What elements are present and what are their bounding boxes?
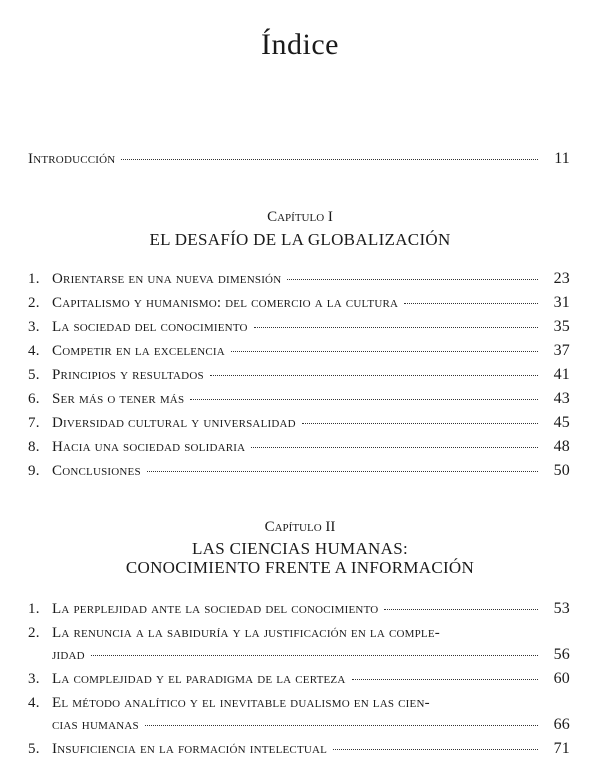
toc-entry[interactable]	[28, 342, 570, 360]
toc-entry[interactable]	[28, 366, 570, 384]
toc-entry-label: Introducción	[28, 151, 116, 167]
toc-entry-label: La sociedad del conocimiento	[52, 319, 248, 335]
toc-entry-label: Hacia una sociedad solidaria	[52, 439, 246, 455]
toc-entry-introduccion[interactable]	[28, 150, 570, 168]
chapter-1-label: Capítulo I	[267, 209, 333, 225]
toc-entry-number: 5.	[28, 741, 40, 757]
toc-entry[interactable]	[28, 390, 570, 408]
dot-leader	[254, 327, 538, 328]
dot-leader	[302, 423, 538, 424]
toc-entry-number: 2.	[28, 295, 40, 311]
dot-leader	[384, 609, 538, 610]
toc-entry-number: 3.	[28, 319, 40, 335]
chapter-1-title: EL DESAFÍO DE LA GLOBALIZACIÓN	[149, 230, 451, 249]
toc-entry-label: Capitalismo y humanismo: del comercio a la cultura	[52, 295, 399, 311]
toc-entry[interactable]	[28, 462, 570, 480]
toc-page-number: 37	[553, 342, 570, 359]
chapter-2-title-line-1: LAS CIENCIAS HUMANAS:	[192, 539, 408, 558]
toc-page-number: 35	[553, 318, 570, 335]
toc-entry-label: La complejidad y el paradigma de la certeza	[52, 671, 346, 687]
toc-entry-number: 6.	[28, 391, 40, 407]
toc-entry-label: Diversidad cultural y universalidad	[52, 415, 296, 431]
toc-entry-number: 9.	[28, 463, 40, 479]
toc-entry-label-line-2: cias humanas	[52, 717, 139, 733]
toc-entry[interactable]	[28, 624, 570, 642]
toc-page-number: 48	[553, 438, 570, 455]
dot-leader	[333, 749, 538, 750]
page-title: Índice	[261, 28, 339, 61]
toc-entry-label-line-2: jidad	[52, 647, 85, 663]
toc-entry[interactable]	[28, 270, 570, 288]
toc-entry-label-line-1: La renuncia a la sabiduría y la justificación en la comple-	[52, 625, 440, 641]
toc-page-number: 66	[553, 716, 570, 733]
toc-entry-label: Principios y resultados	[52, 367, 204, 383]
toc-entry[interactable]	[28, 294, 570, 312]
dot-leader	[251, 447, 538, 448]
toc-entry-continuation[interactable]	[52, 716, 570, 734]
dot-leader	[91, 655, 538, 656]
toc-entry-number: 4.	[28, 343, 40, 359]
dot-leader	[404, 303, 538, 304]
toc-page-number: 45	[553, 414, 570, 431]
toc-entry[interactable]	[28, 740, 570, 758]
dot-leader	[210, 375, 538, 376]
toc-page-number: 56	[553, 646, 570, 663]
toc-entry-label: Competir en la excelencia	[52, 343, 225, 359]
toc-page-number: 50	[553, 462, 570, 479]
toc-page-number: 23	[553, 270, 570, 287]
toc-entry-label: Conclusiones	[52, 463, 141, 479]
dot-leader	[352, 679, 539, 680]
toc-entry-number: 1.	[28, 271, 40, 287]
toc-entry-number: 3.	[28, 671, 40, 687]
toc-page-number: 71	[553, 740, 570, 757]
toc-entry-number: 1.	[28, 601, 40, 617]
toc-entry[interactable]	[28, 318, 570, 336]
toc-page-number: 11	[554, 150, 570, 167]
toc-entry[interactable]	[28, 694, 570, 712]
toc-entry-label: La perplejidad ante la sociedad del conocimiento	[52, 601, 379, 617]
toc-entry-number: 8.	[28, 439, 40, 455]
dot-leader	[287, 279, 538, 280]
toc-page-number: 31	[553, 294, 570, 311]
toc-entry-label-line-1: El método analítico y el inevitable dualismo en las cien-	[52, 695, 430, 711]
toc-entry[interactable]	[28, 670, 570, 688]
toc-entry-continuation[interactable]	[52, 646, 570, 664]
toc-entry[interactable]	[28, 414, 570, 432]
dot-leader	[231, 351, 538, 352]
toc-entry-number: 2.	[28, 625, 40, 641]
toc-entry-label: Insuficiencia en la formación intelectual	[52, 741, 328, 757]
toc-page-number: 41	[553, 366, 570, 383]
dot-leader	[145, 725, 538, 726]
toc-entry-label: Orientarse en una nueva dimensión	[52, 271, 282, 287]
toc-entry-number: 4.	[28, 695, 40, 711]
dot-leader	[121, 159, 538, 160]
toc-page-number: 60	[553, 670, 570, 687]
chapter-2-label: Capítulo II	[264, 519, 336, 535]
toc-entry-number: 7.	[28, 415, 40, 431]
dot-leader	[190, 399, 538, 400]
dot-leader	[147, 471, 538, 472]
toc-entry-label: Ser más o tener más	[52, 391, 185, 407]
toc-page-number: 43	[553, 390, 570, 407]
chapter-2-title-line-2: CONOCIMIENTO FRENTE A INFORMACIÓN	[125, 558, 475, 577]
toc-entry[interactable]	[28, 600, 570, 618]
toc-entry[interactable]	[28, 438, 570, 456]
toc-entry-number: 5.	[28, 367, 40, 383]
toc-page-number: 53	[553, 600, 570, 617]
